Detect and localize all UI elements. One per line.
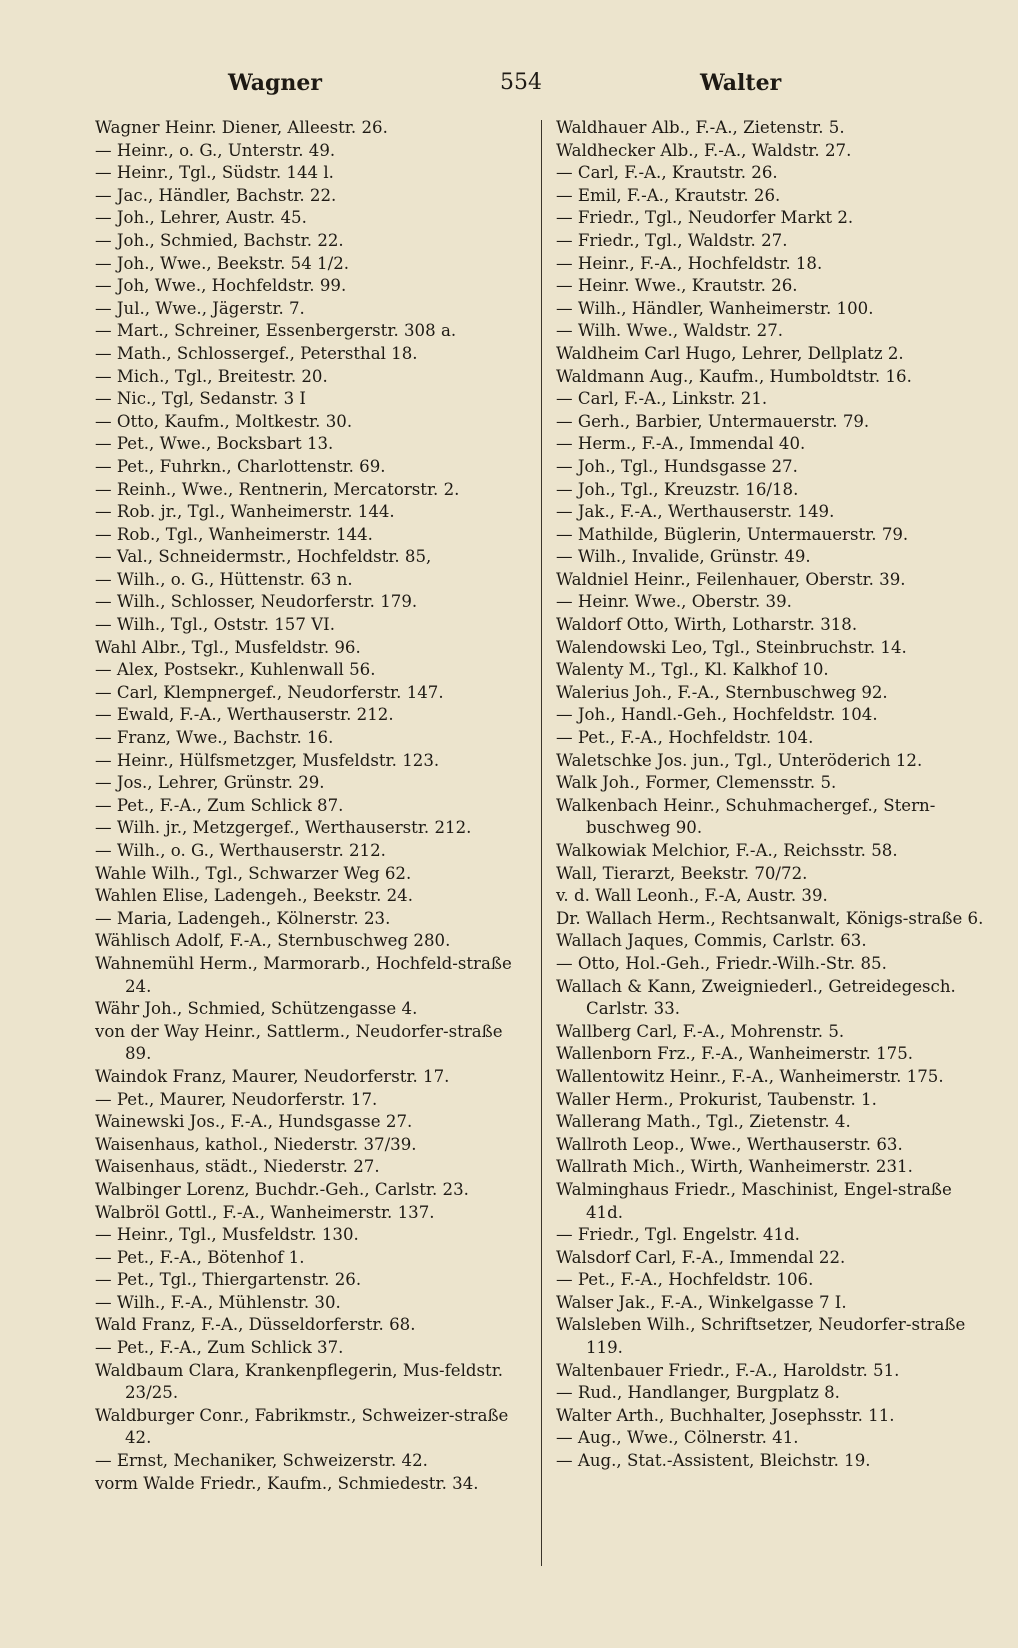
directory-entry: Wallentowitz Heinr., F.-A., Wanheimerstr. 175. [556,1066,944,1086]
directory-entry: vorm Walde Friedr., Kaufm., Schmiedestr. 34. [95,1473,479,1493]
directory-entry: — Friedr., Tgl. Engelstr. 41d. [556,1225,800,1245]
directory-entry: — Pet., Fuhrkn., Charlottenstr. 69. [95,456,386,476]
directory-entry: Walkowiak Melchior, F.-A., Reichsstr. 58. [556,841,898,860]
directory-entry: — Wilh. Wwe., Waldstr. 27. [556,321,784,341]
directory-entry: Walkenbach Heinr., Schuhmachergef., Stern-buschweg 90. [556,795,936,838]
directory-entry: — Carl, Klempnergef., Neudorferstr. 147. [95,682,444,702]
directory-entry: Wahlen Elise, Ladengeh., Beekstr. 24. [95,886,414,906]
directory-entry: — Heinr. Wwe., Krautstr. 26. [556,276,798,296]
directory-entry: — Jul., Wwe., Jägerstr. 7. [95,298,305,318]
directory-entry: Wählisch Adolf, F.-A., Sternbuschweg 280. [95,931,451,951]
directory-entry: — Friedr., Tgl., Waldstr. 27. [556,230,788,250]
directory-entry: — Joh, Wwe., Hochfeldstr. 99. [95,276,347,296]
directory-entry: Waldheim Carl Hugo, Lehrer, Dellplatz 2. [556,343,904,363]
directory-entry: — Heinr. Wwe., Oberstr. 39. [556,592,792,612]
directory-entry: — Wilh., Tgl., Oststr. 157 VI. [95,615,335,635]
directory-entry: — Emil, F.-A., Krautstr. 26. [556,185,781,205]
directory-entry: Waldbaum Clara, Krankenpflegerin, Mus-feldstr. 23/25. [95,1360,504,1403]
directory-entry: Walerius Joh., F.-A., Sternbuschweg 92. [556,682,888,702]
directory-entry: — Wilh., o. G., Hüttenstr. 63 n. [95,569,353,589]
directory-entry: Waldniel Heinr., Feilenhauer, Oberstr. 39. [556,569,906,589]
directory-entry: — Heinr., F.-A., Hochfeldstr. 18. [556,253,823,273]
directory-entry: — Aug., Stat.-Assistent, Bleichstr. 19. [556,1451,871,1471]
directory-entry: — Otto, Hol.-Geh., Friedr.-Wilh.-Str. 85. [556,953,887,973]
directory-entry: — Heinr., o. G., Unterstr. 49. [95,140,336,160]
directory-entry: — Ernst, Mechaniker, Schweizerstr. 42. [95,1451,428,1471]
directory-entry: Walser Jak., F.-A., Winkelgasse 7 I. [556,1292,847,1312]
directory-entry: — Franz, Wwe., Bachstr. 16. [95,728,334,748]
directory-entry: — Mathilde, Büglerin, Untermauerstr. 79. [556,524,909,544]
directory-entry: Wagner Heinr. Diener, Alleestr. 26. [95,118,388,137]
directory-entry: Walsdorf Carl, F.-A., Immendal 22. [556,1247,846,1267]
directory-entry: — Rob., Tgl., Wanheimerstr. 144. [95,524,373,544]
directory-entry: — Friedr., Tgl., Neudorfer Markt 2. [556,208,854,228]
directory-entry: Währ Joh., Schmied, Schützengasse 4. [95,999,418,1019]
directory-entry: Waisenhaus, kathol., Niederstr. 37/39. [95,1134,417,1154]
directory-entry: — Wilh., F.-A., Mühlenstr. 30. [95,1292,341,1312]
directory-entry: Waindok Franz, Maurer, Neudorferstr. 17. [95,1066,450,1086]
directory-entry: — Math., Schlossergef., Petersthal 18. [95,343,418,363]
directory-entry: — Heinr., Hülfsmetzger, Musfeldstr. 123. [95,750,440,770]
right-column [556,117,990,1473]
column-divider [541,120,542,1566]
directory-entry: Walk Joh., Former, Clemensstr. 5. [556,773,837,793]
directory-entry: — Pet., Maurer, Neudorferstr. 17. [95,1089,378,1109]
directory-entry: Wall, Tierarzt, Beekstr. 70/72. [556,863,808,883]
directory-entry: — Joh., Schmied, Bachstr. 22. [95,230,344,250]
directory-entry: — Val., Schneidermstr., Hochfeldstr. 85, [95,547,432,567]
directory-entry: Waldhauer Alb., F.-A., Zietenstr. 5. [556,118,845,137]
directory-entry: — Mich., Tgl., Breitestr. 20. [95,366,328,386]
directory-entry: — Maria, Ladengeh., Kölnerstr. 23. [95,908,391,928]
directory-entry: Walter Arth., Buchhalter, Josephsstr. 11. [556,1405,895,1425]
directory-entry: — Jak., F.-A., Werthauserstr. 149. [556,502,835,522]
directory-entry: — Pet., F.-A., Zum Schlick 87. [95,795,344,815]
page-header [0,70,1018,100]
directory-entry: — Aug., Wwe., Cölnerstr. 41. [556,1428,799,1448]
directory-entry: — Joh., Tgl., Hundsgasse 27. [556,456,798,476]
directory-entry: — Reinh., Wwe., Rentnerin, Mercatorstr. 2. [95,479,460,499]
directory-entry: — Herm., F.-A., Immendal 40. [556,434,806,454]
directory-entry: — Heinr., Tgl., Südstr. 144 l. [95,163,334,183]
directory-entry: Waldmann Aug., Kaufm., Humboldtstr. 16. [556,366,912,386]
directory-entry: Wald Franz, F.-A., Düsseldorferstr. 68. [95,1315,416,1335]
directory-entry: Wallenborn Frz., F.-A., Wanheimerstr. 175. [556,1044,914,1064]
directory-entry: — Carl, F.-A., Krautstr. 26. [556,163,778,183]
directory-entry: — Joh., Lehrer, Austr. 45. [95,208,307,228]
directory-entry: Walbinger Lorenz, Buchdr.-Geh., Carlstr. 23. [95,1179,469,1199]
directory-entry: Walsleben Wilh., Schriftsetzer, Neudorfer-straße 119. [556,1315,966,1358]
directory-entry: Waldburger Conr., Fabrikmstr., Schweizer-straße 42. [95,1405,509,1448]
directory-entry: — Alex, Postsekr., Kuhlenwall 56. [95,660,376,680]
directory-entry: — Nic., Tgl, Sedanstr. 3 I [95,389,306,409]
directory-entry: von der Way Heinr., Sattlerm., Neudorfer-straße 89. [95,1021,503,1064]
directory-entry: Wainewski Jos., F.-A., Hundsgasse 27. [95,1112,413,1132]
directory-entry: — Joh., Wwe., Beekstr. 54 1/2. [95,253,350,273]
directory-entry: Walenty M., Tgl., Kl. Kalkhof 10. [556,660,829,680]
directory-entry: — Mart., Schreiner, Essenbergerstr. 308 a. [95,321,457,341]
page-number: 554 [500,70,542,95]
left-column [95,117,527,1495]
header-right-name: Walter [700,70,782,96]
directory-entry: — Wilh., Invalide, Grünstr. 49. [556,547,811,567]
directory-entry: — Pet., F.-A., Hochfeldstr. 106. [556,1270,814,1290]
directory-entry: Walendowski Leo, Tgl., Steinbruchstr. 14. [556,637,907,657]
directory-entry: — Joh., Handl.-Geh., Hochfeldstr. 104. [556,705,878,725]
directory-entry: — Jac., Händler, Bachstr. 22. [95,185,337,205]
directory-entry: Waletschke Jos. jun., Tgl., Unteröderich 12. [556,750,923,770]
directory-entry: — Gerh., Barbier, Untermauerstr. 79. [556,411,870,431]
directory-entry: v. d. Wall Leonh., F.-A, Austr. 39. [556,886,828,906]
directory-entry: — Ewald, F.-A., Werthauserstr. 212. [95,705,394,725]
directory-entry: — Wilh., Schlosser, Neudorferstr. 179. [95,592,418,612]
directory-entry: Wallrath Mich., Wirth, Wanheimerstr. 231. [556,1157,913,1177]
directory-entry: — Pet., F.-A., Zum Schlick 37. [95,1338,344,1358]
directory-entry: Dr. Wallach Herm., Rechtsanwalt, Königs-straße 6. [556,908,984,928]
directory-entry: — Carl, F.-A., Linkstr. 21. [556,389,768,409]
directory-entry: — Heinr., Tgl., Musfeldstr. 130. [95,1225,359,1245]
directory-entry: Wahl Albr., Tgl., Musfeldstr. 96. [95,637,361,657]
directory-entry: — Wilh. jr., Metzgergef., Werthauserstr. 212. [95,818,472,838]
directory-entry: — Pet., Tgl., Thiergartenstr. 26. [95,1270,362,1290]
directory-entry: Wahle Wilh., Tgl., Schwarzer Weg 62. [95,863,412,883]
directory-entry: — Rob. jr., Tgl., Wanheimerstr. 144. [95,502,395,522]
directory-entry: Waisenhaus, städt., Niederstr. 27. [95,1157,380,1177]
directory-entry: — Otto, Kaufm., Moltkestr. 30. [95,411,353,431]
directory-entry: Waldhecker Alb., F.-A., Waldstr. 27. [556,140,852,160]
directory-entry: Wahnemühl Herm., Marmorarb., Hochfeld-straße 24. [95,953,512,996]
directory-entry: — Pet., Wwe., Bocksbart 13. [95,434,334,454]
directory-entry: Walbröl Gottl., F.-A., Wanheimerstr. 137. [95,1202,435,1222]
directory-entry: — Pet., F.-A., Hochfeldstr. 104. [556,728,814,748]
directory-entry: — Joh., Tgl., Kreuzstr. 16/18. [556,479,799,499]
directory-entry: Wallberg Carl, F.-A., Mohrenstr. 5. [556,1021,845,1041]
directory-entry: Wallerang Math., Tgl., Zietenstr. 4. [556,1112,851,1132]
directory-entry: Wallach Jaques, Commis, Carlstr. 63. [556,931,867,951]
header-left-name: Wagner [228,70,323,96]
directory-entry: Walminghaus Friedr., Maschinist, Engel-straße 41d. [556,1179,952,1222]
directory-entry: — Wilh., o. G., Werthauserstr. 212. [95,841,386,860]
directory-entry: — Wilh., Händler, Wanheimerstr. 100. [556,298,874,318]
directory-entry: — Jos., Lehrer, Grünstr. 29. [95,773,325,793]
directory-entry: — Rud., Handlanger, Burgplatz 8. [556,1383,840,1403]
directory-entry: Wallroth Leop., Wwe., Werthauserstr. 63. [556,1134,903,1154]
directory-entry: — Pet., F.-A., Bötenhof 1. [95,1247,305,1267]
directory-entry: Wallach & Kann, Zweigniederl., Getreidegesch. Carlstr. 33. [556,976,956,1019]
directory-entry: Waltenbauer Friedr., F.-A., Haroldstr. 51. [556,1360,900,1380]
directory-entry: Waller Herm., Prokurist, Taubenstr. 1. [556,1089,877,1109]
directory-entry: Waldorf Otto, Wirth, Lotharstr. 318. [556,615,858,635]
